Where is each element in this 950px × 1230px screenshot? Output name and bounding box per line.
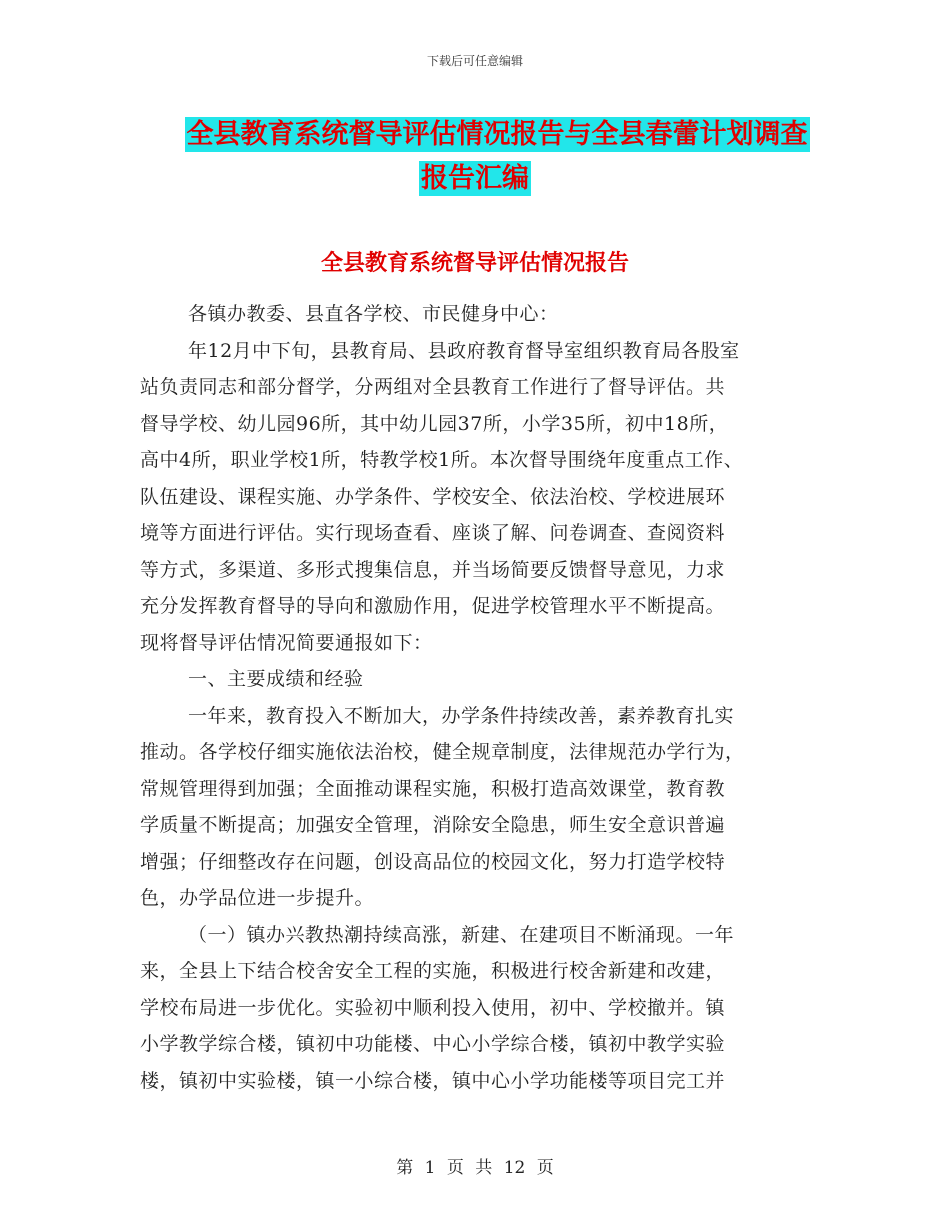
title-highlight: 报告汇编 — [421, 163, 529, 194]
text-line: 现将督导评估情况简要通报如下： — [140, 631, 433, 654]
text-line: 常规管理得到加强；全面推动课程实施，积极打造高效课堂，教育教 — [140, 777, 726, 800]
text-line: 督导学校、幼儿园96所，其中幼儿园37所，小学35所，初中18所， — [140, 412, 729, 435]
header-note: 下载后可任意编辑 — [426, 54, 523, 68]
text-line: 楼，镇初中实验楼，镇一小综合楼，镇中心小学功能楼等项目完工并 — [140, 1069, 726, 1092]
text-line: 一年来，教育投入不断加大，办学条件持续改善，素养教育扎实 — [188, 704, 735, 727]
document-title-line-2 — [0, 156, 950, 195]
text-line: 各镇办教委、县直各学校、市民健身中心： — [188, 303, 559, 325]
text-line: 色，办学品位进一步提升。 — [140, 887, 375, 909]
text-line: 年12月中下旬，县教育局、县政府教育督导室组织教育局各股室 — [188, 339, 740, 362]
section-title: 全县教育系统督导评估情况报告 — [320, 251, 629, 276]
text-line: 学质量不断提高；加强安全管理，消除安全隐患，师生安全意识普遍 — [140, 814, 726, 836]
text-line: 高中4所，职业学校1所，特教学校1所。本次督导围绕年度重点工作、 — [140, 449, 744, 471]
body-text — [140, 296, 830, 1099]
text-line: 增强；仔细整改存在问题，创设高品位的校园文化，努力打造学校特 — [140, 850, 726, 873]
text-line: 站负责同志和部分督学，分两组对全县教育工作进行了督导评估。共 — [140, 376, 726, 398]
text-line: 充分发挥教育督导的导向和激励作用，促进学校管理水平不断提高。 — [140, 595, 726, 617]
text-line: （一）镇办兴教热潮持续高涨，新建、在建项目不断涌现。一年 — [188, 923, 735, 946]
text-line: 等方式，多渠道、多形式搜集信息，并当场简要反馈督导意见，力求 — [140, 558, 726, 581]
text-line: 境等方面进行评估。实行现场查看、座谈了解、问卷调查、查阅资料 — [140, 522, 726, 544]
section-heading: 一、主要成绩和经验 — [188, 668, 364, 690]
page-footer: 第 1 页 共 12 页 — [396, 1158, 554, 1178]
text-line: 学校布局进一步优化。实验初中顺利投入使用，初中、学校撤并。镇 — [140, 996, 726, 1019]
text-line: 推动。各学校仔细实施依法治校，健全规章制度，法律规范办学行为， — [140, 741, 745, 763]
text-line: 小学教学综合楼，镇初中功能楼、中心小学综合楼，镇初中教学实验 — [140, 1033, 726, 1055]
title-highlight: 全县教育系统督导评估情况报告与全县春蕾计划调查 — [186, 119, 808, 150]
text-line: 队伍建设、课程实施、办学条件、学校安全、依法治校、学校进展环 — [140, 485, 726, 508]
document-title-line-1 — [22, 112, 950, 151]
text-line: 来，全县上下结合校舍安全工程的实施，积极进行校舍新建和改建， — [140, 960, 726, 982]
